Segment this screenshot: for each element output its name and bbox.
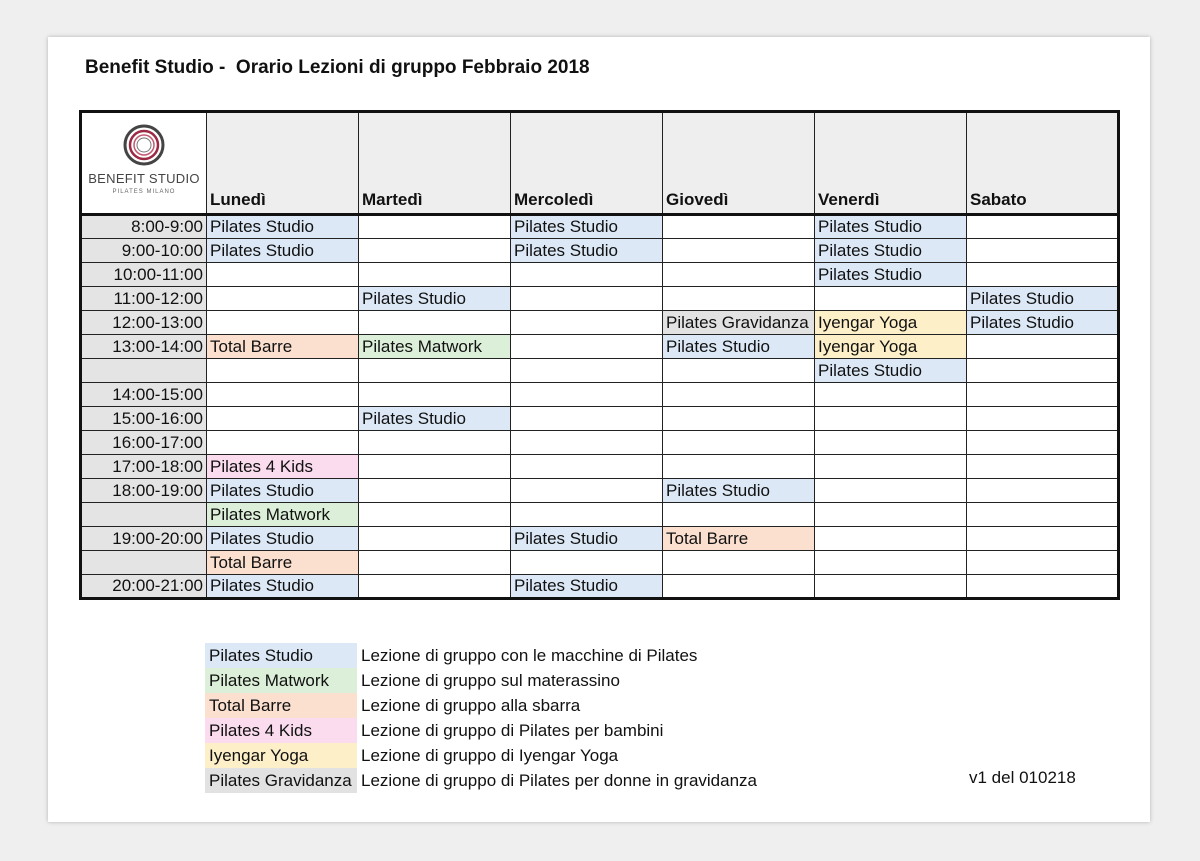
legend-description: Lezione di gruppo sul materassino	[361, 670, 620, 690]
time-slot: 19:00-20:00	[81, 527, 207, 551]
schedule-row	[81, 359, 1119, 383]
class-cell	[815, 455, 967, 479]
class-cell	[359, 503, 511, 527]
class-cell	[967, 455, 1119, 479]
schedule-row	[81, 263, 1119, 287]
legend-description: Lezione di gruppo con le macchine di Pilates	[361, 645, 698, 665]
time-slot	[81, 551, 207, 575]
class-cell: Pilates Studio	[511, 215, 663, 239]
legend-item	[205, 693, 757, 718]
legend-item	[205, 668, 757, 693]
class-cell	[511, 311, 663, 335]
class-cell	[359, 359, 511, 383]
schedule-row	[81, 431, 1119, 455]
schedule-row	[81, 503, 1119, 527]
class-cell	[967, 551, 1119, 575]
schedule-table	[79, 110, 1120, 600]
schedule-row	[81, 527, 1119, 551]
class-cell	[663, 575, 815, 599]
class-cell: Pilates Studio	[967, 311, 1119, 335]
time-slot: 20:00-21:00	[81, 575, 207, 599]
class-cell	[359, 431, 511, 455]
class-cell	[967, 527, 1119, 551]
time-slot	[81, 503, 207, 527]
class-cell: Iyengar Yoga	[815, 311, 967, 335]
legend-swatch: Total Barre	[205, 693, 357, 718]
benefit-studio-logo	[82, 113, 206, 213]
legend-item	[205, 743, 757, 768]
time-slot	[81, 359, 207, 383]
class-cell: Pilates Studio	[663, 479, 815, 503]
legend-description: Lezione di gruppo di Pilates per donne in gravidanza	[361, 770, 757, 790]
class-cell	[511, 503, 663, 527]
class-cell	[815, 527, 967, 551]
logo-name: BENEFIT STUDIO	[88, 171, 200, 186]
class-cell: Pilates Studio	[207, 239, 359, 263]
schedule-row	[81, 287, 1119, 311]
class-cell	[359, 575, 511, 599]
legend-swatch: Pilates Gravidanza	[205, 768, 357, 793]
class-cell	[359, 383, 511, 407]
logo-cell	[81, 112, 207, 215]
class-cell	[359, 455, 511, 479]
class-cell	[511, 455, 663, 479]
logo-subtitle: PILATES MILANO	[112, 189, 176, 195]
class-cell	[511, 479, 663, 503]
day-header: Sabato	[967, 112, 1119, 215]
time-slot: 17:00-18:00	[81, 455, 207, 479]
class-cell: Pilates Studio	[511, 239, 663, 263]
class-cell: Pilates Studio	[815, 359, 967, 383]
schedule-row	[81, 311, 1119, 335]
class-cell	[967, 239, 1119, 263]
legend-item	[205, 768, 757, 793]
class-cell	[359, 215, 511, 239]
class-cell: Pilates Studio	[663, 335, 815, 359]
class-cell	[511, 335, 663, 359]
class-cell	[359, 479, 511, 503]
class-cell	[967, 263, 1119, 287]
class-cell	[207, 383, 359, 407]
class-cell: Pilates Studio	[359, 287, 511, 311]
legend-description: Lezione di gruppo di Pilates per bambini	[361, 720, 664, 740]
time-slot: 11:00-12:00	[81, 287, 207, 311]
class-cell	[663, 551, 815, 575]
schedule-row	[81, 455, 1119, 479]
class-cell	[207, 263, 359, 287]
time-slot: 9:00-10:00	[81, 239, 207, 263]
class-cell	[207, 311, 359, 335]
page-title: Benefit Studio - Orario Lezioni di gruppo Febbraio 2018	[85, 57, 590, 78]
header-row	[81, 112, 1119, 215]
class-cell	[207, 287, 359, 311]
class-cell: Pilates Studio	[967, 287, 1119, 311]
class-cell: Pilates Gravidanza	[663, 311, 815, 335]
logo-rings-icon	[122, 123, 166, 167]
time-slot: 8:00-9:00	[81, 215, 207, 239]
class-cell: Pilates Matwork	[207, 503, 359, 527]
class-cell	[511, 431, 663, 455]
class-cell: Pilates 4 Kids	[207, 455, 359, 479]
class-cell	[511, 551, 663, 575]
class-cell	[663, 503, 815, 527]
class-cell	[663, 455, 815, 479]
class-cell: Iyengar Yoga	[815, 335, 967, 359]
class-cell	[207, 407, 359, 431]
time-slot: 14:00-15:00	[81, 383, 207, 407]
time-slot: 10:00-11:00	[81, 263, 207, 287]
class-cell	[663, 407, 815, 431]
class-cell	[511, 383, 663, 407]
time-slot: 16:00-17:00	[81, 431, 207, 455]
class-cell	[815, 383, 967, 407]
time-slot: 18:00-19:00	[81, 479, 207, 503]
class-cell	[663, 431, 815, 455]
class-cell	[815, 479, 967, 503]
class-cell: Pilates Matwork	[359, 335, 511, 359]
schedule-row	[81, 335, 1119, 359]
class-cell	[511, 263, 663, 287]
legend-description: Lezione di gruppo alla sbarra	[361, 695, 581, 715]
class-cell	[359, 263, 511, 287]
class-cell: Total Barre	[663, 527, 815, 551]
legend-swatch: Pilates 4 Kids	[205, 718, 357, 743]
class-cell	[815, 503, 967, 527]
class-cell	[359, 311, 511, 335]
day-header: Lunedì	[207, 112, 359, 215]
class-cell: Pilates Studio	[207, 215, 359, 239]
class-cell	[967, 575, 1119, 599]
day-header: Martedì	[359, 112, 511, 215]
class-cell	[663, 239, 815, 263]
schedule-sheet	[48, 37, 1150, 822]
schedule-row	[81, 215, 1119, 239]
class-cell	[663, 359, 815, 383]
schedule-row	[81, 407, 1119, 431]
class-cell	[359, 239, 511, 263]
class-cell	[207, 431, 359, 455]
legend-swatch: Pilates Studio	[205, 643, 357, 668]
class-cell	[815, 407, 967, 431]
day-header: Giovedì	[663, 112, 815, 215]
time-slot: 12:00-13:00	[81, 311, 207, 335]
legend-item	[205, 718, 757, 743]
class-cell	[967, 359, 1119, 383]
class-cell	[967, 215, 1119, 239]
class-cell: Pilates Studio	[815, 239, 967, 263]
class-cell	[967, 479, 1119, 503]
legend-item	[205, 643, 757, 668]
class-cell	[815, 287, 967, 311]
class-cell: Pilates Studio	[511, 527, 663, 551]
class-cell	[359, 527, 511, 551]
class-cell	[815, 575, 967, 599]
class-cell	[967, 383, 1119, 407]
schedule-row	[81, 551, 1119, 575]
version-label: v1 del 010218	[969, 768, 1076, 787]
class-cell	[511, 287, 663, 311]
legend-swatch: Pilates Matwork	[205, 668, 357, 693]
class-cell	[663, 215, 815, 239]
legend-description: Lezione di gruppo di Iyengar Yoga	[361, 745, 619, 765]
class-cell	[967, 503, 1119, 527]
schedule-row	[81, 383, 1119, 407]
class-cell: Pilates Studio	[207, 479, 359, 503]
class-cell	[663, 263, 815, 287]
class-cell	[663, 287, 815, 311]
class-cell: Pilates Studio	[359, 407, 511, 431]
schedule-row	[81, 575, 1119, 599]
class-cell: Pilates Studio	[207, 527, 359, 551]
class-cell: Pilates Studio	[815, 263, 967, 287]
time-slot: 15:00-16:00	[81, 407, 207, 431]
class-cell	[967, 431, 1119, 455]
class-cell	[511, 407, 663, 431]
schedule-row	[81, 239, 1119, 263]
legend-swatch: Iyengar Yoga	[205, 743, 357, 768]
class-cell	[207, 359, 359, 383]
class-cell	[359, 551, 511, 575]
class-cell: Total Barre	[207, 335, 359, 359]
class-cell: Pilates Studio	[815, 215, 967, 239]
class-cell	[967, 335, 1119, 359]
class-cell: Total Barre	[207, 551, 359, 575]
day-header: Venerdì	[815, 112, 967, 215]
day-header: Mercoledì	[511, 112, 663, 215]
class-cell	[815, 431, 967, 455]
schedule-row	[81, 479, 1119, 503]
class-cell: Pilates Studio	[207, 575, 359, 599]
class-cell: Pilates Studio	[511, 575, 663, 599]
time-slot: 13:00-14:00	[81, 335, 207, 359]
legend	[205, 643, 757, 793]
class-cell	[663, 383, 815, 407]
class-cell	[511, 359, 663, 383]
class-cell	[815, 551, 967, 575]
class-cell	[967, 407, 1119, 431]
